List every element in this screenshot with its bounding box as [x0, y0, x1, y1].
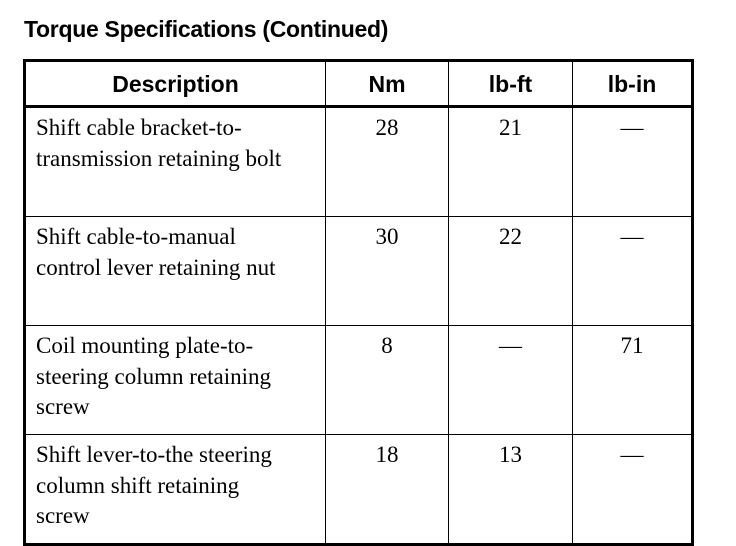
torque-spec-table — [23, 59, 694, 546]
row-lbft-value: 13 — [449, 435, 573, 545]
table-header-row — [25, 61, 693, 107]
row-nm-value: 30 — [326, 217, 449, 326]
row-lbin-value: 71 — [573, 326, 693, 435]
table-row — [25, 217, 693, 326]
row-description — [25, 107, 326, 217]
row-description-text: Shift cable-to-manual control lever retaining nut — [36, 224, 276, 280]
row-lbin-value: — — [573, 107, 693, 217]
row-lbft-value: 22 — [449, 217, 573, 326]
row-description — [25, 435, 326, 545]
row-nm-value: 28 — [326, 107, 449, 217]
table-row — [25, 107, 693, 217]
row-lbft-value: 21 — [449, 107, 573, 217]
row-lbft-value: — — [449, 326, 573, 435]
page-title: Torque Specifications (Continued) — [24, 16, 389, 42]
row-description — [25, 326, 326, 435]
column-header-lbin: lb-in — [573, 61, 693, 107]
table-row — [25, 326, 693, 435]
table-row — [25, 435, 693, 545]
row-lbin-value: — — [573, 217, 693, 326]
row-nm-value: 8 — [326, 326, 449, 435]
row-description — [25, 217, 326, 326]
row-lbin-value: — — [573, 435, 693, 545]
row-description-text: Coil mounting plate-to-steering column retaining screw — [36, 333, 272, 419]
row-nm-value: 18 — [326, 435, 449, 545]
column-header-nm: Nm — [326, 61, 449, 107]
column-header-description: Description — [25, 61, 326, 107]
column-header-lbft: lb-ft — [449, 61, 573, 107]
row-description-text: Shift cable bracket-to-transmission retaining bolt — [36, 115, 282, 171]
row-description-text: Shift lever-to-the steering column shift retaining screw — [36, 442, 272, 528]
